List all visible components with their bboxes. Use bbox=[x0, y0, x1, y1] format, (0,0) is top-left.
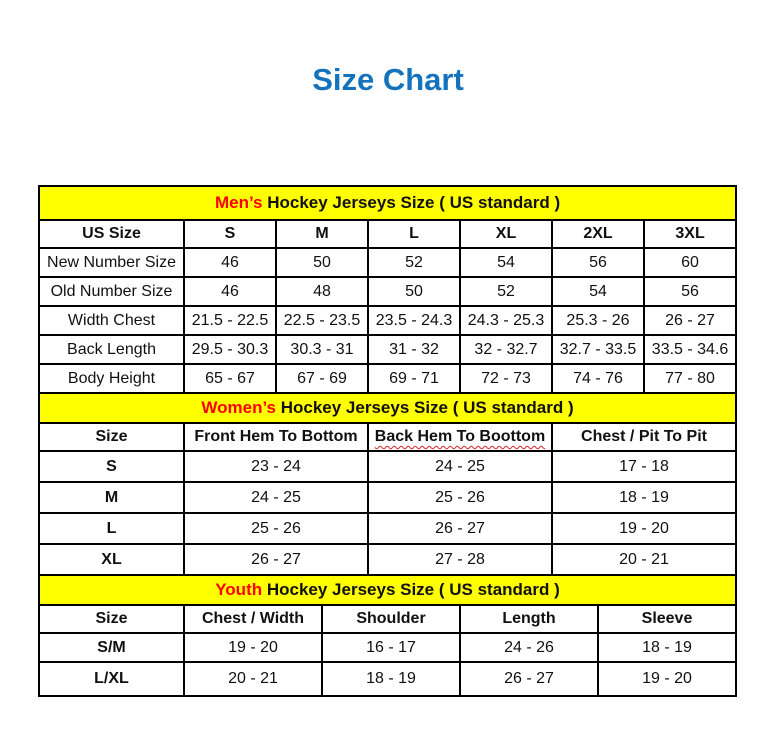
column-header-label: XL bbox=[495, 225, 517, 242]
table-cell: 69 - 71 bbox=[368, 364, 460, 393]
column-header-label: Chest / Pit To Pit bbox=[581, 428, 707, 445]
column-header bbox=[460, 220, 552, 248]
row-label: XL bbox=[39, 544, 184, 575]
youth-banner-row bbox=[39, 575, 736, 605]
column-header bbox=[184, 220, 276, 248]
column-header bbox=[276, 220, 368, 248]
womens-banner-row bbox=[39, 393, 736, 423]
column-header-label: Size bbox=[95, 610, 128, 627]
row-label: M bbox=[39, 482, 184, 513]
table-cell: 18 - 19 bbox=[598, 633, 736, 662]
table-cell: 20 - 21 bbox=[552, 544, 736, 575]
table-cell: 24 - 26 bbox=[460, 633, 598, 662]
mens-banner bbox=[39, 186, 736, 220]
table-row bbox=[39, 277, 736, 306]
row-label: Body Height bbox=[39, 364, 184, 393]
mens-banner-highlight: Men’s bbox=[214, 193, 263, 212]
page-title: Size Chart bbox=[312, 62, 464, 97]
row-label: L/XL bbox=[39, 662, 184, 696]
table-cell: 17 - 18 bbox=[552, 451, 736, 482]
mens-banner-row bbox=[39, 186, 736, 220]
table-row bbox=[39, 451, 736, 482]
table-cell: 20 - 21 bbox=[184, 662, 322, 696]
table-cell: 77 - 80 bbox=[644, 364, 736, 393]
table-row bbox=[39, 335, 736, 364]
column-header-label: Chest / Width bbox=[201, 610, 305, 627]
table-row bbox=[39, 513, 736, 544]
youth-size-table bbox=[38, 574, 737, 697]
column-header bbox=[39, 220, 184, 248]
table-cell: 19 - 20 bbox=[598, 662, 736, 696]
youth-banner-highlight: Youth bbox=[215, 580, 263, 599]
table-cell: 19 - 20 bbox=[552, 513, 736, 544]
table-cell: 67 - 69 bbox=[276, 364, 368, 393]
table-cell: 30.3 - 31 bbox=[276, 335, 368, 364]
column-header bbox=[39, 423, 184, 451]
table-cell: 46 bbox=[184, 248, 276, 277]
table-cell: 27 - 28 bbox=[368, 544, 552, 575]
table-cell: 50 bbox=[276, 248, 368, 277]
column-header bbox=[368, 220, 460, 248]
table-cell: 18 - 19 bbox=[322, 662, 460, 696]
table-cell: 23.5 - 24.3 bbox=[368, 306, 460, 335]
table-cell: 56 bbox=[552, 248, 644, 277]
column-header-label: Length bbox=[502, 610, 556, 627]
column-header-label: 3XL bbox=[675, 225, 705, 242]
table-row bbox=[39, 482, 736, 513]
table-cell: 54 bbox=[460, 248, 552, 277]
column-header bbox=[552, 423, 736, 451]
column-header-label: Sleeve bbox=[641, 610, 693, 627]
table-cell: 50 bbox=[368, 277, 460, 306]
column-header bbox=[322, 605, 460, 633]
column-header-label: 2XL bbox=[583, 225, 613, 242]
womens-banner-highlight: Women’s bbox=[201, 398, 276, 417]
table-cell: 19 - 20 bbox=[184, 633, 322, 662]
column-header bbox=[184, 605, 322, 633]
mens-banner-text: Hockey Jerseys Size ( US standard ) bbox=[262, 193, 561, 212]
table-cell: 26 - 27 bbox=[460, 662, 598, 696]
womens-banner bbox=[39, 393, 736, 423]
row-label: Width Chest bbox=[39, 306, 184, 335]
column-header-label: Shoulder bbox=[356, 610, 426, 627]
table-cell: 23 - 24 bbox=[184, 451, 368, 482]
row-label: Back Length bbox=[39, 335, 184, 364]
row-label: New Number Size bbox=[39, 248, 184, 277]
row-label: S/M bbox=[39, 633, 184, 662]
table-cell: 24 - 25 bbox=[368, 451, 552, 482]
table-cell: 21.5 - 22.5 bbox=[184, 306, 276, 335]
table-row bbox=[39, 544, 736, 575]
row-label: Old Number Size bbox=[39, 277, 184, 306]
column-header-label: Back Hem To Boottom bbox=[374, 428, 546, 445]
table-row bbox=[39, 662, 736, 696]
youth-banner-text: Hockey Jerseys Size ( US standard ) bbox=[262, 580, 560, 599]
table-cell: 32 - 32.7 bbox=[460, 335, 552, 364]
table-row bbox=[39, 248, 736, 277]
womens-banner-text: Hockey Jerseys Size ( US standard ) bbox=[276, 398, 574, 417]
mens-size-table bbox=[38, 185, 737, 394]
table-cell: 72 - 73 bbox=[460, 364, 552, 393]
table-cell: 33.5 - 34.6 bbox=[644, 335, 736, 364]
column-header-label: US Size bbox=[82, 225, 141, 242]
table-cell: 48 bbox=[276, 277, 368, 306]
column-header bbox=[644, 220, 736, 248]
column-header-label: Size bbox=[95, 428, 128, 445]
column-header bbox=[552, 220, 644, 248]
column-header-label: L bbox=[409, 225, 419, 242]
table-cell: 18 - 19 bbox=[552, 482, 736, 513]
table-row bbox=[39, 306, 736, 335]
table-cell: 22.5 - 23.5 bbox=[276, 306, 368, 335]
table-cell: 52 bbox=[460, 277, 552, 306]
table-cell: 25.3 - 26 bbox=[552, 306, 644, 335]
table-cell: 24.3 - 25.3 bbox=[460, 306, 552, 335]
table-cell: 65 - 67 bbox=[184, 364, 276, 393]
womens-header-row bbox=[39, 423, 736, 451]
table-cell: 26 - 27 bbox=[184, 544, 368, 575]
table-cell: 29.5 - 30.3 bbox=[184, 335, 276, 364]
table-cell: 25 - 26 bbox=[184, 513, 368, 544]
table-cell: 54 bbox=[552, 277, 644, 306]
column-header bbox=[184, 423, 368, 451]
mens-header-row bbox=[39, 220, 736, 248]
table-cell: 52 bbox=[368, 248, 460, 277]
column-header bbox=[368, 423, 552, 451]
table-cell: 25 - 26 bbox=[368, 482, 552, 513]
youth-header-row bbox=[39, 605, 736, 633]
column-header-label: Front Hem To Bottom bbox=[194, 428, 358, 445]
size-tables-container bbox=[38, 185, 735, 697]
table-cell: 32.7 - 33.5 bbox=[552, 335, 644, 364]
column-header-label: M bbox=[315, 225, 329, 242]
column-header-label: S bbox=[224, 225, 236, 242]
table-cell: 26 - 27 bbox=[644, 306, 736, 335]
column-header bbox=[460, 605, 598, 633]
table-cell: 26 - 27 bbox=[368, 513, 552, 544]
table-cell: 46 bbox=[184, 277, 276, 306]
table-cell: 31 - 32 bbox=[368, 335, 460, 364]
youth-banner bbox=[39, 575, 736, 605]
table-cell: 74 - 76 bbox=[552, 364, 644, 393]
table-row bbox=[39, 364, 736, 393]
womens-size-table bbox=[38, 392, 737, 576]
table-cell: 56 bbox=[644, 277, 736, 306]
table-cell: 60 bbox=[644, 248, 736, 277]
table-row bbox=[39, 633, 736, 662]
table-cell: 24 - 25 bbox=[184, 482, 368, 513]
column-header bbox=[39, 605, 184, 633]
row-label: L bbox=[39, 513, 184, 544]
column-header bbox=[598, 605, 736, 633]
row-label: S bbox=[39, 451, 184, 482]
table-cell: 16 - 17 bbox=[322, 633, 460, 662]
